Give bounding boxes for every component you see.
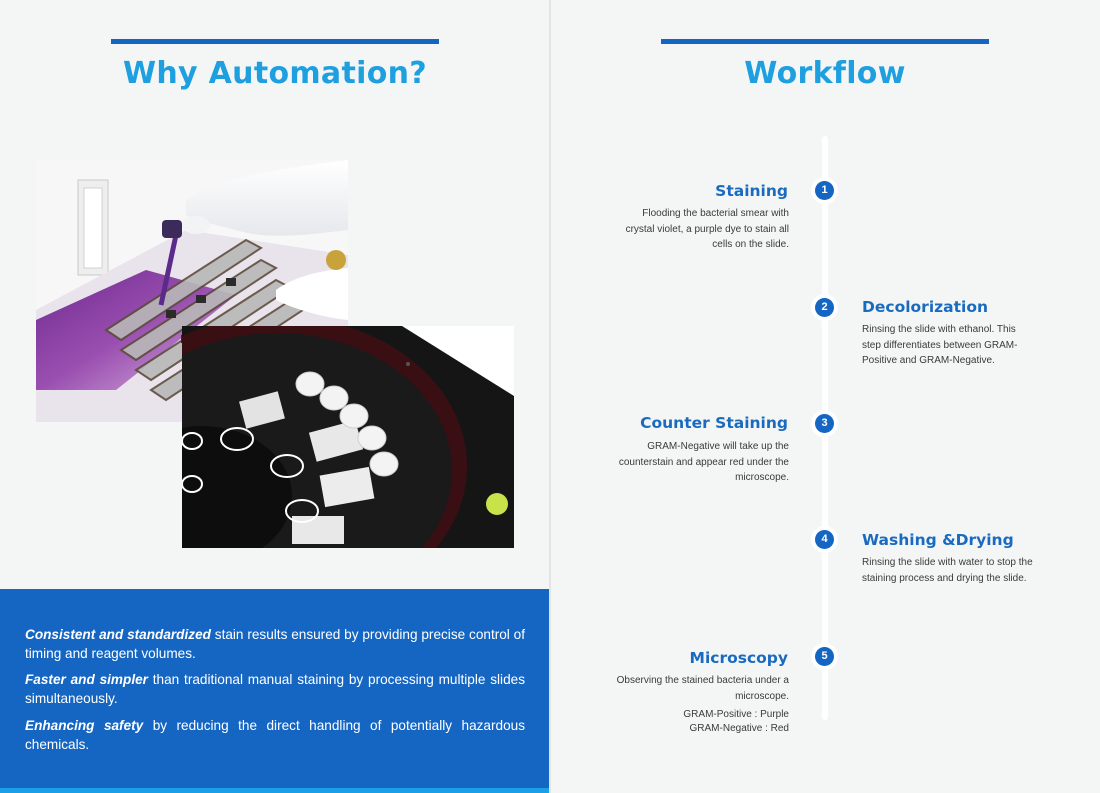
benefits-panel	[0, 589, 549, 793]
step-5-number: 5	[815, 647, 834, 666]
step-4-number: 4	[815, 530, 834, 549]
step-1-title: Staining	[715, 182, 788, 200]
gram-negative-note: GRAM-Negative : Red	[689, 723, 789, 734]
heading-accent-bar	[111, 39, 439, 44]
workflow-accent-bar	[661, 39, 989, 44]
benefit-speed: Faster and simpler than traditional manual staining by processing multiple slides simultaneously.	[25, 672, 525, 706]
gram-positive-note: GRAM-Positive : Purple	[683, 709, 789, 720]
step-2-title: Decolorization	[862, 298, 989, 316]
step-1-number: 1	[815, 181, 834, 200]
step-2-desc: Rinsing the slide with ethanol. This step differentiates between GRAM-Positive and GRAM-Negative.	[862, 324, 1018, 366]
benefit-safety: Enhancing safety by reducing the direct handling of potentially hazardous chemicals.	[25, 718, 525, 752]
why-automation-heading: Why Automation?	[123, 56, 427, 91]
step-4-desc: Rinsing the slide with water to stop the staining process and drying the slide.	[862, 557, 1033, 584]
left-page	[0, 0, 549, 793]
workflow-heading: Workflow	[744, 56, 906, 91]
page-gutter	[549, 0, 551, 793]
step-2-number: 2	[815, 298, 834, 317]
step-1-desc: Flooding the bacterial smear with crystal violet, a purple dye to stain all cells on the slide.	[625, 208, 789, 250]
benefits-bottom-stripe	[0, 788, 549, 793]
step-3-desc: GRAM-Negative will take up the counterstain and appear red under the microscope.	[618, 441, 789, 483]
step-3-title: Counter Staining	[640, 414, 788, 432]
automated-stainer-photo	[182, 326, 514, 548]
step-4-title: Washing &Drying	[862, 531, 1014, 549]
step-5-desc: Observing the stained bacteria under a microscope.	[616, 675, 789, 702]
step-5-title: Microscopy	[689, 649, 788, 667]
step-3-number: 3	[815, 414, 834, 433]
benefit-consistency: Consistent and standardized stain results ensured by providing precise control of timing and reagent volumes.	[25, 627, 525, 661]
